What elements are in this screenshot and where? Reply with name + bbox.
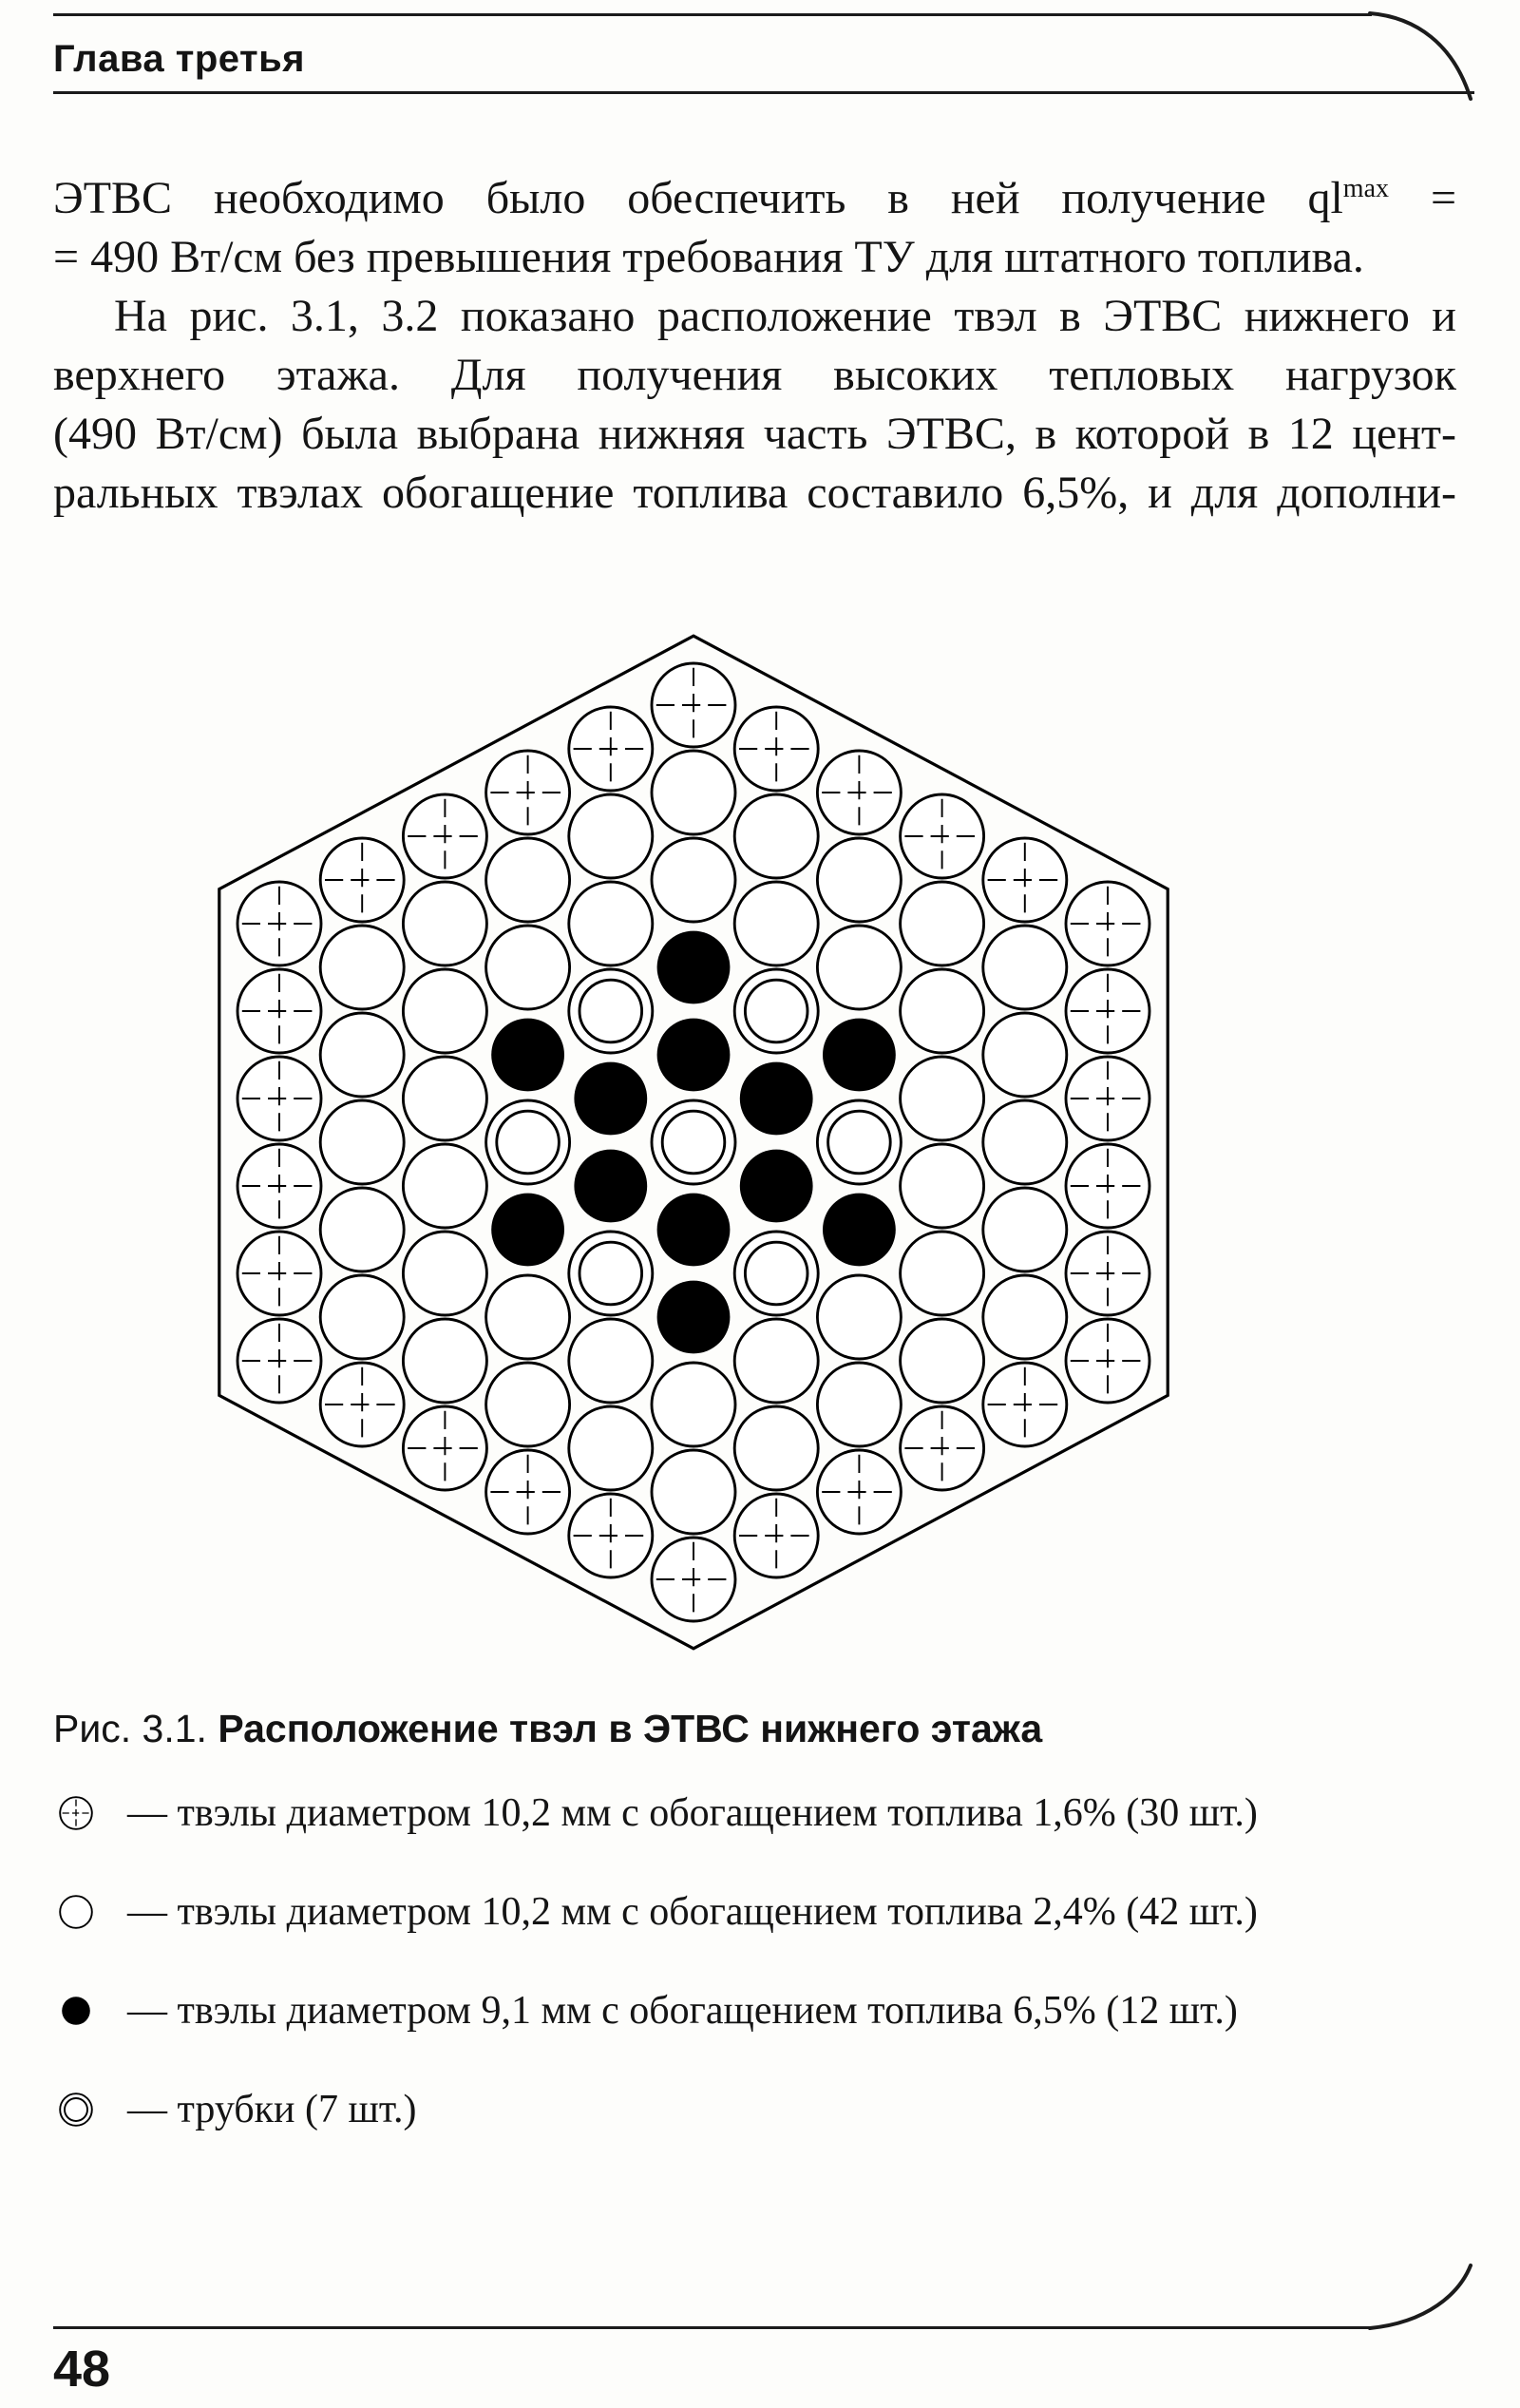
body-line-5: (490 Вт/см) была выбрана нижняя часть ЭТВС, в которой в 12 цент- — [53, 409, 1456, 459]
crossed-circle-icon — [53, 1790, 99, 1836]
empty-circle-icon — [53, 1889, 99, 1935]
figure-caption-title: Расположение твэл в ЭТВС нижнего этажа — [218, 1707, 1043, 1750]
legend-row-black-rod — [53, 1988, 1469, 2034]
legend-text: — трубки (7 шт.) — [127, 2088, 417, 2131]
superscript-max: max — [1342, 174, 1390, 203]
body-line-3: На рис. 3.1, 3.2 показано расположение твэл в ЭТВС нижнего и — [114, 291, 1456, 341]
legend-text: — твэлы диаметром 10,2 мм с обогащением топлива 2,4% (42 шт.) — [127, 1890, 1258, 1934]
header-underline-rule — [53, 91, 1474, 94]
body-line-1 — [53, 169, 1456, 228]
figure-caption-number: Рис. 3.1. — [53, 1707, 207, 1750]
page-number: 48 — [53, 2341, 111, 2398]
body-text — [53, 169, 1456, 523]
bottom-corner-curve — [1320, 2260, 1482, 2336]
double-circle-icon — [53, 2087, 99, 2132]
legend-row-plain-rod — [53, 1889, 1469, 1935]
body-line-1-equals: = — [1430, 173, 1457, 223]
body-line-2: = 490 Вт/см без превышения требования ТУ для штатного топлива. — [53, 232, 1364, 282]
legend-text: — твэлы диаметром 10,2 мм с обогащением топлива 1,6% (30 шт.) — [127, 1791, 1258, 1835]
figure-caption — [53, 1707, 1383, 1751]
chapter-header: Глава третья — [53, 38, 306, 80]
body-line-4: верхнего этажа. Для получения высоких тепловых нагрузок — [53, 350, 1456, 400]
top-rule — [53, 13, 1372, 16]
body-line-1-text: ЭТВС необходимо было обеспечить в ней получение ql — [53, 173, 1343, 223]
top-corner-curve — [1320, 6, 1482, 105]
fuel-assembly-hexagon-diagram — [146, 618, 1241, 1682]
body-line-6: ральных твэлах обогащение топлива составило 6,5%, и для дополни- — [53, 468, 1456, 518]
figure-legend — [53, 1790, 1469, 2186]
bottom-rule — [53, 2326, 1372, 2329]
legend-text: — твэлы диаметром 9,1 мм с обогащением топлива 6,5% (12 шт.) — [127, 1989, 1238, 2033]
legend-row-crossed-rod — [53, 1790, 1469, 1836]
legend-row-tube — [53, 2087, 1469, 2132]
filled-circle-icon — [53, 1988, 99, 2034]
